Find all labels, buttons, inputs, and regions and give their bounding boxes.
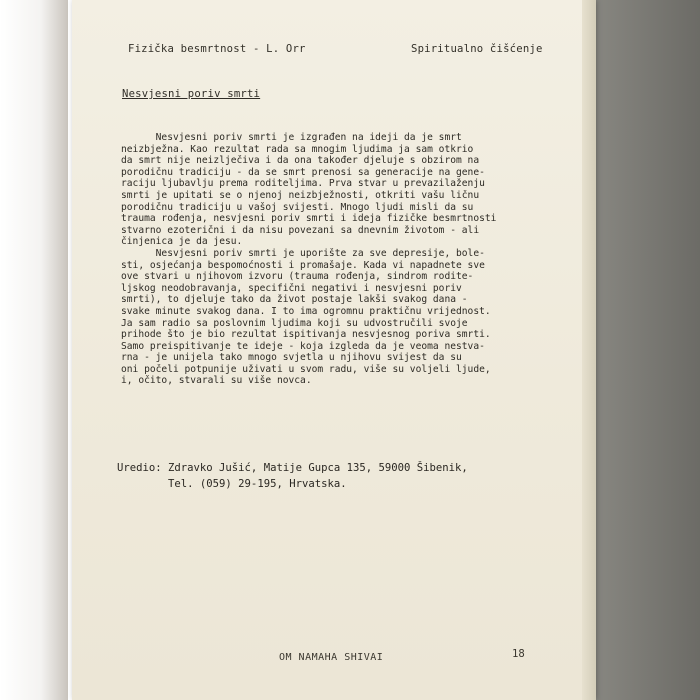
body-line: porodičnu tradiciju - da se smrt prenosi sa generacije na gene- — [121, 166, 485, 178]
body-line: oni počeli potpunije uživati u svom radu, više su voljeli ljude, — [121, 363, 491, 375]
page-footer: OM NAMAHA SHIVAI — [279, 652, 384, 663]
editor-line: Tel. (059) 29-195, Hrvatska. — [117, 478, 347, 490]
body-line: rna - je unijela tako mnogo svjetla u njihovu svijest da su — [121, 352, 462, 364]
section-title: Nesvjesni poriv smrti — [122, 88, 261, 100]
body-line: i, očito, stvarali su više novca. — [121, 375, 312, 387]
body-line: neizbježna. Kao rezultat rada sa mnogim ljudima ja sam otkrio — [121, 143, 474, 155]
body-line: stvarno ezoterični i da nisu povezani sa dnevnim životom - ali — [121, 224, 480, 236]
running-header-left: Fizička besmrtnost - L. Orr — [128, 43, 306, 55]
editor-line: Uredio: Zdravko Jušić, Matije Gupca 135, 59000 Šibenik, — [117, 462, 468, 474]
body-line: činjenica je da jesu. — [121, 236, 243, 248]
page-edge — [582, 0, 596, 700]
page-number: 18 — [512, 648, 525, 660]
body-line: smrti), to djeluje tako da život postaje lakši svakog dana - — [121, 294, 468, 306]
background-left — [0, 0, 68, 700]
body-line: Ja sam radio sa poslovnim ljudima koji su udvostručili svoje — [121, 317, 468, 329]
background-right — [582, 0, 700, 700]
body-line: ove stvari u njihovom izvoru (trauma rođenja, sindrom rodite- — [121, 271, 474, 283]
body-line: trauma rođenja, nesvjesni poriv smrti i ideja fizičke besmrtnosti — [121, 213, 497, 225]
body-line: svake minute svakog dana. I to ima ogromnu praktičnu vrijednost. — [121, 305, 491, 317]
body-line: da smrt nije neizlječiva i da ona također djeluje s obzirom na — [121, 155, 480, 167]
body-line: Nesvjesni poriv smrti je izgrađen na ideji da je smrt — [121, 132, 462, 143]
body-text — [121, 132, 541, 387]
body-line: prihode što je bio rezultat ispitivanja nesvjesnog poriva smrti. — [121, 329, 491, 341]
body-line: Nesvjesni poriv smrti je uporište za sve depresije, bole- — [121, 247, 485, 259]
body-line: porodičnu tradiciju u vašoj svijesti. Mnogo ljudi misli da su — [121, 201, 474, 213]
body-line: ljskog neodobravanja, specifični negativi i nesvjesni poriv — [121, 282, 462, 294]
body-line: Samo preispitivanje te ideje - koja izgleda da je veoma nestva- — [121, 340, 485, 352]
editor-credit — [117, 460, 468, 492]
body-line: smrti je upitati se o njenoj neizbježnosti, otkriti vašu ličnu — [121, 189, 480, 201]
body-line: raciju ljubavlju prema roditeljima. Prva stvar u prevazilaženju — [121, 178, 485, 190]
body-line: sti, osjećanja bespomoćnosti i promašaje. Kada vi napadnete sve — [121, 259, 485, 271]
running-header-right: Spiritualno čišćenje — [411, 43, 543, 55]
